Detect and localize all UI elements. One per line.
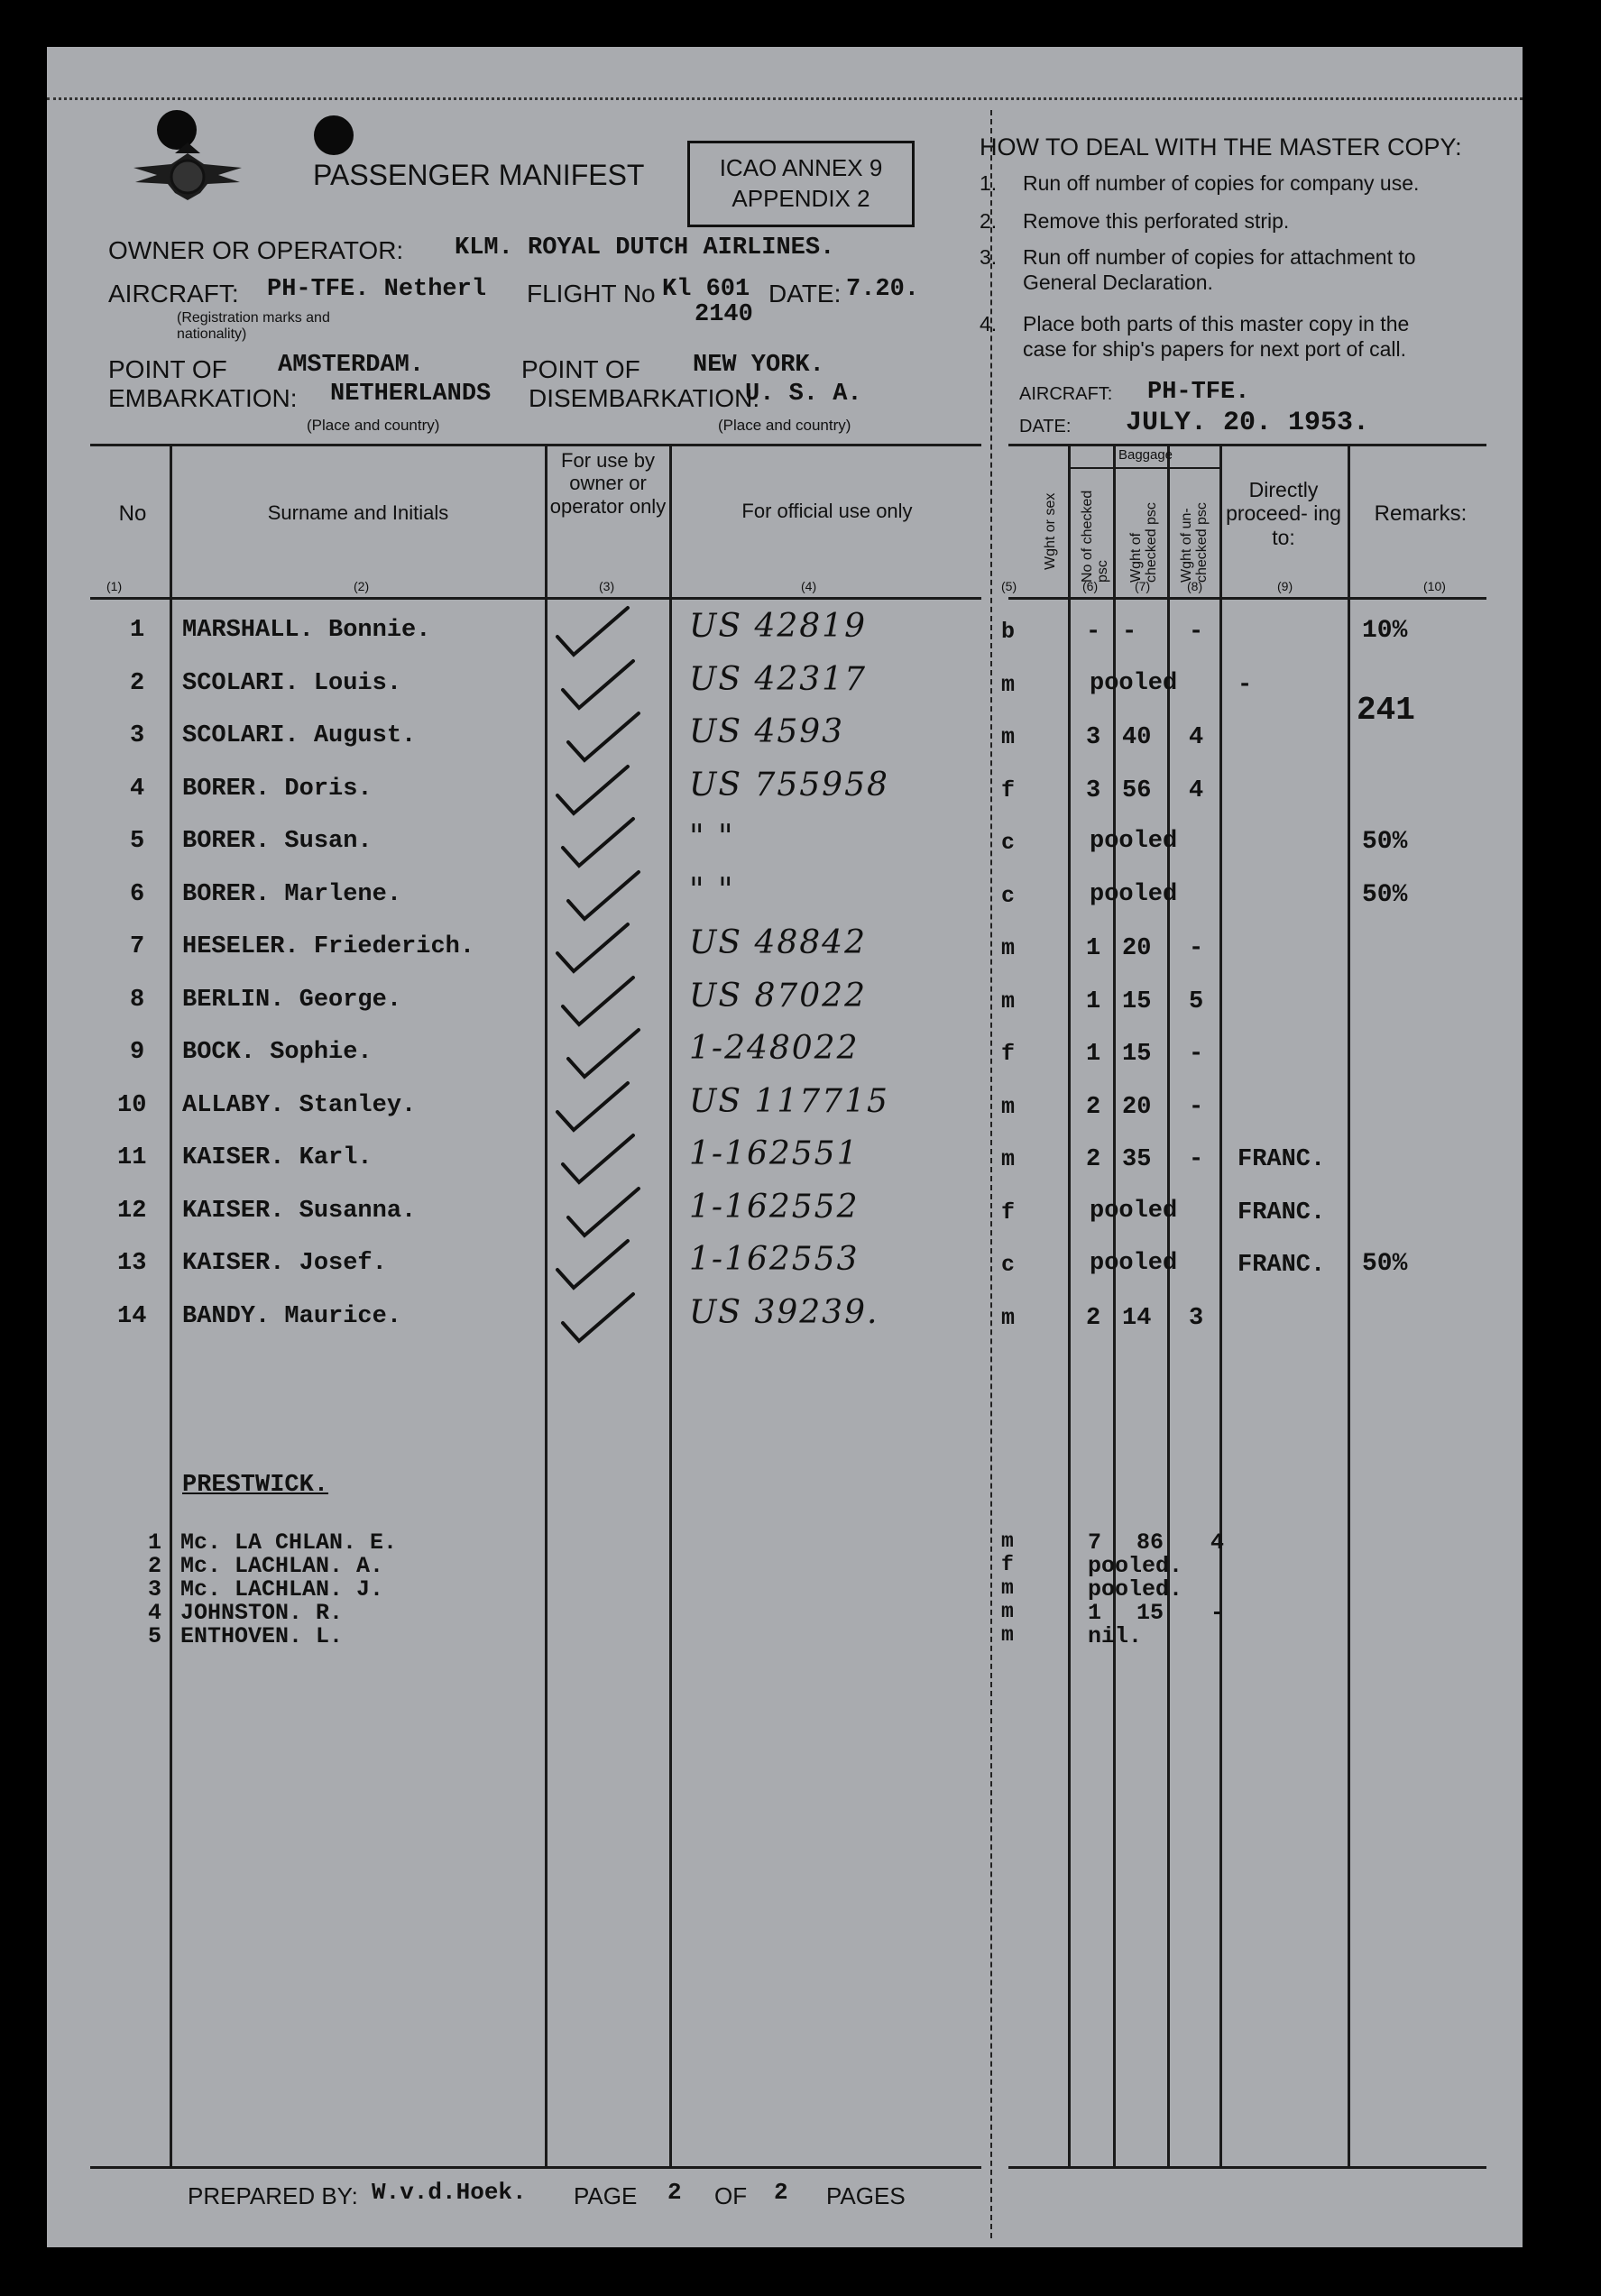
punch-hole-right — [314, 115, 354, 155]
passenger-name: BANDY. Maurice. — [182, 1303, 402, 1330]
step-text-cont: case for ship's papers for next port of call. — [1023, 337, 1406, 361]
prestwick-number: 3 — [148, 1576, 162, 1603]
baggage-unchecked: - — [1189, 1146, 1204, 1173]
prepared-label: PREPARED BY: — [188, 2182, 358, 2209]
baggage-rule — [1068, 467, 1221, 469]
official-number: US 48842 — [689, 924, 867, 961]
baggage-weight: 20 — [1122, 1094, 1152, 1121]
perforated-strip — [47, 97, 1523, 105]
mc-aircraft-value: PH-TFE. — [1147, 379, 1250, 406]
destination: - — [1238, 672, 1253, 699]
baggage-pooled: pooled — [1090, 670, 1178, 697]
row-number: 6 — [130, 881, 145, 908]
sex-code: f — [1001, 777, 1016, 804]
prestwick-name: Mc. LA CHLAN. E. — [180, 1529, 398, 1556]
official-number: 1-162551 — [689, 1135, 860, 1172]
flight-value: Kl 601 — [662, 276, 750, 303]
remarks: 10% — [1362, 617, 1408, 645]
prestwick-number: 1 — [148, 1529, 162, 1556]
date-value: 7.20. — [846, 276, 920, 303]
flight-label: FLIGHT No — [527, 280, 656, 308]
col-divider-8 — [1219, 444, 1222, 2168]
column-number: (2) — [354, 579, 370, 593]
baggage-count: 3 — [1086, 777, 1101, 804]
passenger-name: BOCK. Sophie. — [182, 1039, 373, 1066]
col-divider-9 — [1348, 444, 1350, 2168]
tear-line — [990, 110, 992, 2238]
icao-line1: ICAO ANNEX 9 — [719, 154, 883, 181]
place-note-1: (Place and country) — [307, 417, 440, 434]
row-number: 3 — [130, 722, 145, 749]
column-number: (3) — [599, 579, 615, 593]
destination: FRANC. — [1238, 1146, 1326, 1173]
col-divider-3 — [669, 444, 672, 2168]
aircraft-label: AIRCRAFT: — [108, 280, 239, 308]
baggage-weight: 56 — [1122, 777, 1152, 804]
manifest-title: PASSENGER MANIFEST — [313, 159, 645, 191]
owner-value: KLM. ROYAL DUTCH AIRLINES. — [455, 234, 835, 262]
baggage-unchecked: - — [1189, 935, 1204, 962]
master-copy-title: HOW TO DEAL WITH THE MASTER COPY: — [980, 133, 1462, 161]
row-number: 11 — [117, 1144, 147, 1171]
page-label: PAGE — [574, 2182, 638, 2209]
sex-code: f — [1001, 1041, 1016, 1067]
prestwick-unchecked: - — [1210, 1600, 1225, 1626]
baggage-pooled: pooled — [1090, 881, 1178, 908]
row-number: 9 — [130, 1039, 145, 1066]
step-text-cont: General Declaration. — [1023, 271, 1213, 294]
baggage-count: 2 — [1086, 1305, 1101, 1332]
row-number: 14 — [117, 1303, 147, 1330]
prestwick-baggage: pooled. — [1088, 1576, 1183, 1603]
column-number: (6) — [1082, 579, 1099, 593]
col-baggage-header: Baggage — [1118, 447, 1173, 463]
baggage-count: 2 — [1086, 1146, 1101, 1173]
official-number: " " — [689, 819, 735, 856]
baggage-count: 1 — [1086, 1041, 1101, 1068]
prestwick-baggage: pooled. — [1088, 1553, 1183, 1579]
mc-date-value: JULY. 20. 1953. — [1126, 408, 1370, 438]
passenger-name: ALLABY. Stanley. — [182, 1092, 417, 1119]
of-label: OF — [714, 2182, 748, 2209]
col-divider-7 — [1167, 444, 1170, 2168]
baggage-count: 2 — [1086, 1094, 1101, 1121]
row-number: 12 — [117, 1198, 147, 1225]
aircraft-value: PH-TFE. Netherl — [267, 276, 487, 303]
poe-value-2: NETHERLANDS — [330, 381, 492, 408]
destination: FRANC. — [1238, 1252, 1326, 1279]
col-official-header: For official use only — [741, 500, 913, 522]
passenger-name: HESELER. Friederich. — [182, 933, 475, 960]
pod-value-2: U. S. A. — [745, 381, 862, 408]
step-number: 4. — [980, 312, 998, 335]
baggage-weight: 20 — [1122, 935, 1152, 962]
header-bottom-rule-right — [1008, 597, 1486, 600]
prestwick-sex: m — [1001, 1623, 1014, 1647]
page-number: 2 — [667, 2179, 682, 2206]
step-number: 1. — [980, 171, 998, 195]
col-wght-unchecked-header: Wght of un- checked psc — [1179, 502, 1210, 583]
sex-code: m — [1001, 935, 1016, 961]
sex-code: b — [1001, 619, 1016, 645]
col-directly-header: Directly proceed- ing to: — [1226, 478, 1341, 549]
col-remarks-header: Remarks: — [1374, 501, 1468, 526]
baggage-unchecked: - — [1189, 1041, 1204, 1068]
step-text: Run off number of copies for company use. — [1023, 171, 1420, 195]
baggage-count: - — [1086, 619, 1101, 646]
table-top-rule-left — [90, 444, 981, 446]
pod-value-1: NEW YORK. — [693, 352, 824, 379]
baggage-unchecked: 5 — [1189, 988, 1204, 1015]
table-bottom-rule-left — [90, 2166, 981, 2169]
column-number: (7) — [1135, 579, 1151, 593]
baggage-weight: - — [1122, 619, 1137, 646]
step-number: 2. — [980, 209, 998, 233]
destination: FRANC. — [1238, 1199, 1326, 1226]
remarks: 50% — [1362, 881, 1408, 909]
baggage-count: 1 — [1086, 935, 1101, 962]
passenger-name: SCOLARI. Louis. — [182, 670, 402, 697]
column-number: (9) — [1277, 579, 1293, 593]
passenger-name: KAISER. Josef. — [182, 1250, 387, 1277]
official-number: US 87022 — [689, 978, 867, 1015]
pod-label-2: DISEMBARKATION: — [529, 384, 760, 412]
passenger-name: KAISER. Karl. — [182, 1144, 373, 1171]
official-number: US 42317 — [689, 661, 867, 698]
klm-wings-logo-icon — [115, 137, 260, 218]
total-pages: 2 — [774, 2179, 788, 2206]
pages-label: PAGES — [826, 2182, 906, 2209]
sex-code: m — [1001, 1146, 1016, 1172]
official-number: " " — [689, 872, 735, 909]
table-top-rule-right — [1008, 444, 1486, 446]
prestwick-weight: 86 — [1136, 1529, 1164, 1556]
prestwick-baggage: nil. — [1088, 1623, 1143, 1649]
poe-label-2: EMBARKATION: — [108, 384, 298, 412]
passenger-name: KAISER. Susanna. — [182, 1198, 417, 1225]
prestwick-heading: PRESTWICK. — [182, 1472, 329, 1499]
prestwick-weight: 15 — [1136, 1600, 1164, 1626]
row-number: 7 — [130, 933, 145, 960]
baggage-unchecked: - — [1189, 619, 1204, 646]
remarks: 50% — [1362, 828, 1408, 856]
official-number: 1-162552 — [689, 1189, 860, 1226]
col-surname-header: Surname and Initials — [267, 501, 449, 524]
passenger-name: BORER. Doris. — [182, 776, 373, 803]
official-number: US 117715 — [689, 1083, 889, 1120]
column-number: (4) — [801, 579, 817, 593]
registration-note: (Registration marks and nationality) — [177, 310, 330, 343]
official-number: US 42819 — [689, 608, 867, 645]
col-no-checked-header: No of checked psc — [1080, 490, 1110, 583]
passenger-name: SCOLARI. August. — [182, 722, 417, 749]
poe-value-1: AMSTERDAM. — [278, 352, 425, 379]
baggage-count: 1 — [1086, 988, 1101, 1015]
baggage-weight: 15 — [1122, 1041, 1152, 1068]
baggage-weight: 14 — [1122, 1305, 1152, 1332]
header-bottom-rule-left — [90, 597, 981, 600]
baggage-unchecked: 4 — [1189, 724, 1204, 751]
baggage-unchecked: - — [1189, 1094, 1204, 1121]
baggage-weight: 15 — [1122, 988, 1152, 1015]
column-number: (10) — [1423, 579, 1446, 593]
passenger-name: MARSHALL. Bonnie. — [182, 617, 431, 644]
passenger-name: BERLIN. George. — [182, 987, 402, 1014]
prestwick-baggage: 7 — [1088, 1529, 1102, 1556]
prestwick-number: 4 — [148, 1600, 162, 1626]
sex-code: m — [1001, 672, 1016, 698]
sex-code: c — [1001, 830, 1016, 856]
step-text: Place both parts of this master copy in the — [1023, 312, 1410, 335]
column-number: (5) — [1001, 579, 1017, 593]
row-number: 13 — [117, 1250, 147, 1277]
prestwick-name: Mc. LACHLAN. J. — [180, 1576, 384, 1603]
row-number: 10 — [117, 1092, 147, 1119]
col-divider-5 — [1068, 444, 1071, 2168]
passenger-name: BORER. Marlene. — [182, 881, 402, 908]
row-number: 5 — [130, 828, 145, 855]
col-divider-6 — [1113, 444, 1116, 2168]
place-note-2: (Place and country) — [718, 417, 851, 434]
official-number: 1-162553 — [689, 1241, 860, 1278]
col-owner-use-header: For use by owner or operator only — [549, 449, 667, 518]
row-number: 4 — [130, 776, 145, 803]
baggage-pooled: pooled — [1090, 1198, 1178, 1225]
column-number: (1) — [106, 579, 123, 593]
official-number: US 4593 — [689, 713, 845, 750]
prestwick-sex: m — [1001, 1529, 1014, 1553]
sex-code: c — [1001, 883, 1016, 909]
baggage-unchecked: 3 — [1189, 1305, 1204, 1332]
remarks: 241 — [1357, 692, 1415, 729]
prestwick-baggage: 1 — [1088, 1600, 1102, 1626]
sex-code: c — [1001, 1252, 1016, 1278]
owner-label: OWNER OR OPERATOR: — [108, 236, 404, 264]
prestwick-sex: f — [1001, 1553, 1014, 1576]
prestwick-sex: m — [1001, 1600, 1014, 1623]
passenger-name: BORER. Susan. — [182, 828, 373, 855]
sex-code: f — [1001, 1199, 1016, 1226]
col-wght-checked-header: Wght of checked psc — [1128, 502, 1159, 583]
row-number: 8 — [130, 987, 145, 1014]
flight-extra: 2140 — [695, 301, 753, 328]
col-divider-1 — [170, 444, 172, 2168]
baggage-weight: 35 — [1122, 1146, 1152, 1173]
sex-code: m — [1001, 1305, 1016, 1331]
table-bottom-rule-right — [1008, 2166, 1486, 2169]
official-number: US 755958 — [689, 767, 889, 804]
manifest-sheet — [47, 47, 1523, 2247]
remarks: 50% — [1362, 1250, 1408, 1278]
sex-code: m — [1001, 988, 1016, 1015]
official-number: US 39239. — [689, 1294, 879, 1331]
prepared-value: W.v.d.Hoek. — [372, 2179, 527, 2206]
prestwick-number: 5 — [148, 1623, 162, 1649]
sex-code: m — [1001, 724, 1016, 750]
icao-line2: APPENDIX 2 — [731, 185, 870, 212]
baggage-pooled: pooled — [1090, 1250, 1178, 1277]
column-number: (8) — [1187, 579, 1203, 593]
prestwick-number: 2 — [148, 1553, 162, 1579]
date-label: DATE: — [768, 280, 842, 308]
icao-box — [687, 141, 915, 227]
step-number: 3. — [980, 245, 998, 269]
mc-date-label: DATE: — [1019, 417, 1072, 436]
step-text: Run off number of copies for attachment to — [1023, 245, 1416, 269]
row-number: 2 — [130, 670, 145, 697]
baggage-unchecked: 4 — [1189, 777, 1204, 804]
row-number: 1 — [130, 617, 145, 644]
sex-code: m — [1001, 1094, 1016, 1120]
baggage-pooled: pooled — [1090, 828, 1178, 855]
prestwick-sex: m — [1001, 1576, 1014, 1600]
prestwick-name: JOHNSTON. R. — [180, 1600, 344, 1626]
check-mark-icon — [547, 1289, 646, 1352]
prestwick-unchecked: 4 — [1210, 1529, 1225, 1556]
mc-aircraft-label: AIRCRAFT: — [1019, 384, 1113, 404]
prestwick-name: Mc. LACHLAN. A. — [180, 1553, 384, 1579]
prestwick-name: ENTHOVEN. L. — [180, 1623, 344, 1649]
col-no-header: No — [118, 501, 147, 526]
official-number: 1-248022 — [689, 1030, 860, 1067]
col-weight-sex-header: Wght or sex — [1043, 492, 1058, 570]
step-text: Remove this perforated strip. — [1023, 209, 1290, 233]
poe-label-1: POINT OF — [108, 355, 227, 383]
baggage-weight: 40 — [1122, 724, 1152, 751]
pod-label-1: POINT OF — [521, 355, 640, 383]
baggage-count: 3 — [1086, 724, 1101, 751]
